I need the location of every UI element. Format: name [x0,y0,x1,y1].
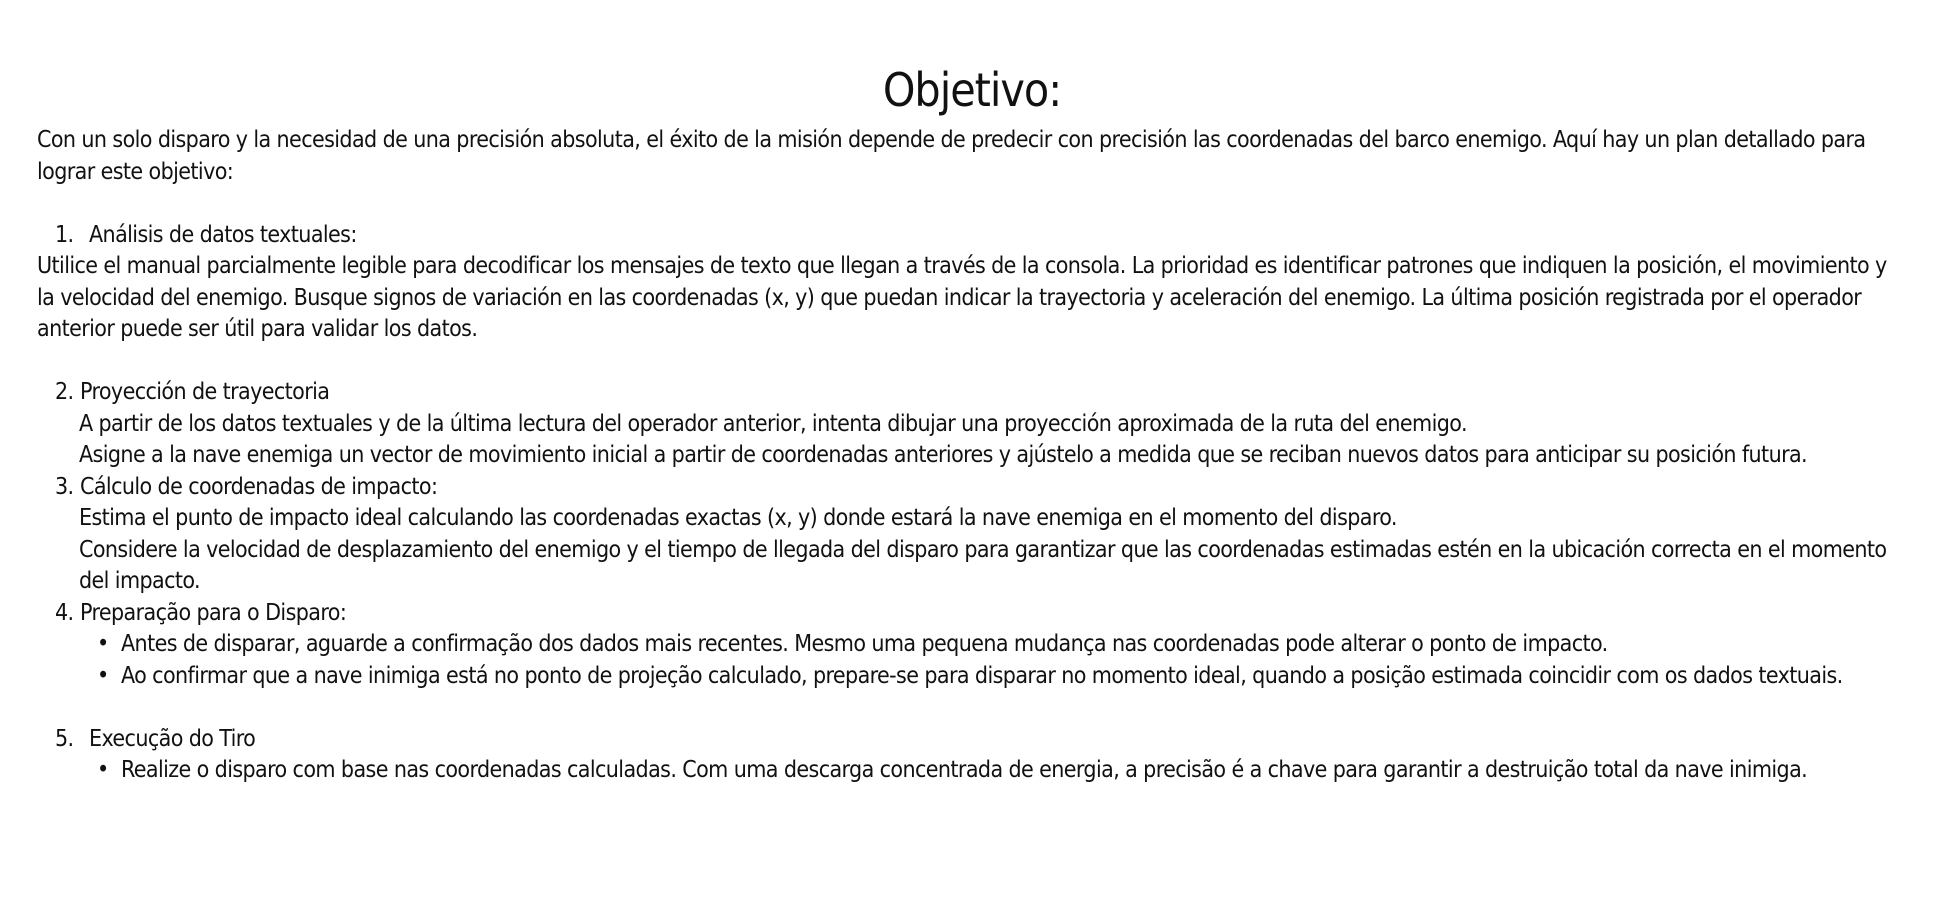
section-3-heading [37,472,1907,504]
section-5-title: Execução do Tiro [89,725,256,752]
section-4-bullet-list [37,629,1907,692]
section-5-heading [37,724,1907,756]
section-2-number: 2. [55,379,74,405]
spacer [37,188,1907,220]
section-2-paragraph-1: A partir de los datos textuales y de la última lectura del operador anterior, intenta dibujar una proyección aproximada de la ruta del enemigo. [79,410,1467,437]
section-4-bullet-2: • Ao confirmar que a nave inimiga está no ponto de projeção calculado, prepare-se para disparar no momento ideal, quando a posição estimada coincidir com os dados textuais. [121,661,1907,693]
section-4-heading [37,598,1907,630]
section-2-paragraph-2: Asigne a la nave enemiga un vector de movimiento inicial a partir de coordenadas anteriores y ajústelo a medida que se reciban nuevos datos para anticipar su posición futura. [79,442,1808,468]
section-5-number: 5. [55,725,74,752]
document [37,60,1907,787]
document-title: Objetivo: [882,63,1062,117]
section-2-heading [37,377,1907,409]
section-5-bullet-list [37,755,1907,787]
section-1-number: 1. [55,221,74,248]
section-3-title: Cálculo de coordenadas de impacto: [80,473,438,500]
section-1-heading [37,220,1907,252]
spacer [37,692,1907,724]
section-4-number: 4. [55,599,74,626]
section-3-number: 3. [55,473,74,500]
section-1-paragraph: Utilice el manual parcialmente legible para decodificar los mensajes de texto que llegan a través de la consola. La prioridad es identificar patrones que indiquen la posición, el movimiento y la velocidad del enemigo. Busque signos de variación en las coordenadas (x, y) que puedan indicar la trayectoria y aceleración del enemigo. La última posición registrada por el operador anterior puede ser útil para validar los datos. [37,253,1887,342]
section-1-title: Análisis de datos textuales: [89,221,357,248]
section-3-paragraph-2: Considere la velocidad de desplazamiento del enemigo y el tiempo de llegada del disparo para garantizar que las coordenadas estimadas estén en la ubicación correcta en el momento del impacto. [79,536,1887,594]
intro-paragraph: Con un solo disparo y la necesidad de una precisión absoluta, el éxito de la misión depende de predecir con precisión las coordenadas del barco enemigo. Aquí hay un plan detallado para lograr este objetivo: [37,127,1866,185]
section-4-bullet-1: • Antes de disparar, aguarde a confirmação dos dados mais recentes. Mesmo uma pequena mudança nas coordenadas pode alterar o ponto de impacto. [121,629,1907,661]
section-4-title: Preparação para o Disparo: [80,599,347,626]
section-5-bullet-1: • Realize o disparo com base nas coordenadas calculadas. Com uma descarga concentrada de energia, a precisão é a chave para garantir a destruição total da nave inimiga. [121,755,1907,787]
spacer [37,346,1907,378]
section-3-paragraph-1: Estima el punto de impacto ideal calculando las coordenadas exactas (x, y) donde estará la nave enemiga en el momento del disparo. [79,505,1397,531]
section-2-title: Proyección de trayectoria [80,379,330,405]
